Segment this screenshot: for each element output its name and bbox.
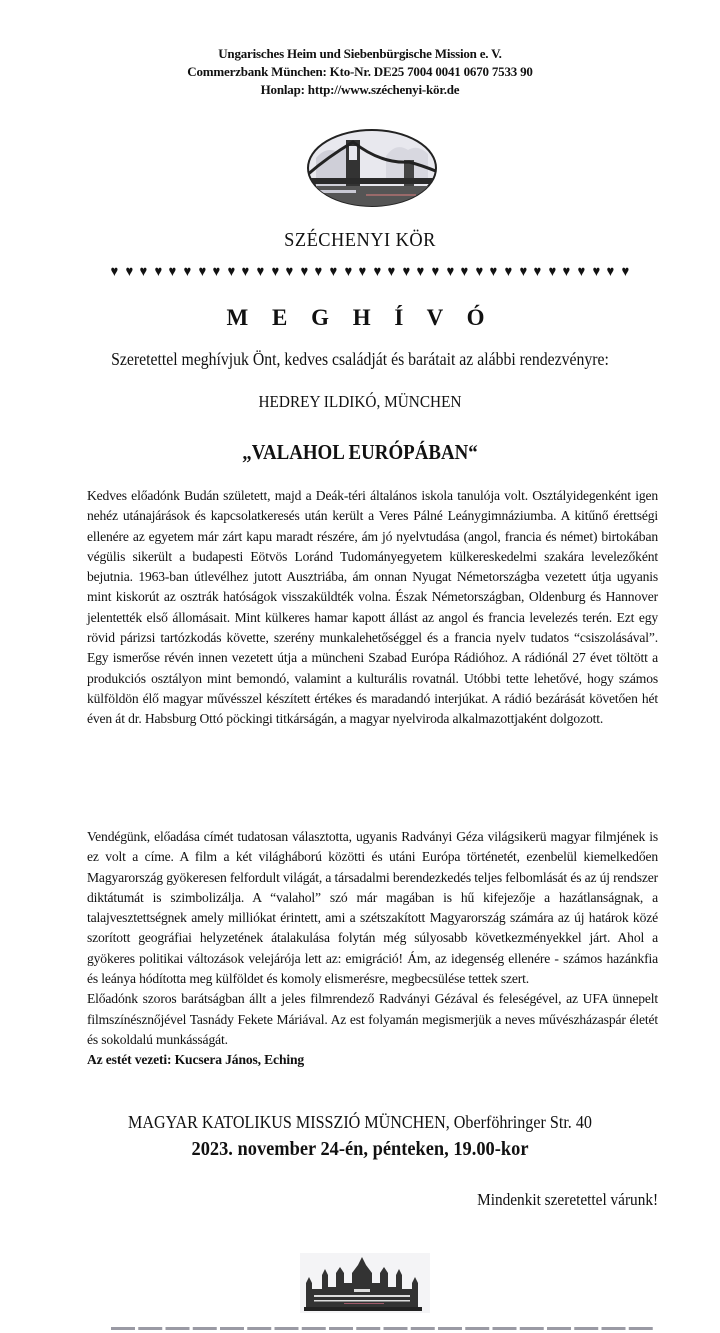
closing-line: Mindenkit szeretettel várunk! (477, 1190, 658, 1209)
border-segment (438, 1327, 462, 1330)
heart-icon: ♥ (475, 264, 484, 280)
heart-icon: ♥ (139, 264, 148, 280)
border-segment (166, 1327, 190, 1330)
border-segment (574, 1327, 598, 1330)
heart-icon: ♥ (548, 264, 557, 280)
invitation-intro: Szeretettel meghívjuk Önt, kedves családját és barátait az alábbi rendezvényre: (111, 349, 609, 369)
border-segment (465, 1327, 489, 1330)
paragraph-2: Vendégünk, előadása címét tudatosan választotta, ugyanis Radványi Géza világsikerü magyar filmjének is ez volt a címe. A film a két világháború közötti és utáni Európa történetét, ezenbelül kiemelkedően Magyarország gyökeresen felfordult világát, a társadalmi berendezkedés teljes felbomlását és az új rendszer diktátumát is szimbolizálja. A “valahol” szó már magában is hű kifejezője a hazátlanságnak, a talajvesztettségnek amely milliókat érintett, ami a szétszakított Magyarország számára az új határok közé szorított geográfiai helyzetének átalakulása folytán még súlyosabb következményekkel járt. Ahol a gyökeres politikai változások velejárója lett az: emigráció! Ám, az idegenség ellenére - számos hazánkfia és leánya hódította meg külföldet és komoly elismerésre, megbecsülése tettek szert. (87, 829, 658, 987)
heart-icon: ♥ (606, 264, 615, 280)
border-segment (138, 1327, 162, 1330)
chain-bridge-emblem-icon (306, 128, 438, 208)
heart-icon: ♥ (563, 264, 571, 280)
letterhead (0, 45, 720, 99)
heart-icon: ♥ (344, 264, 352, 280)
heart-icon: ♥ (212, 264, 221, 280)
heart-icon: ♥ (533, 264, 542, 280)
border-segment (629, 1327, 653, 1330)
heart-icon: ♥ (271, 264, 279, 280)
heart-icon: ♥ (519, 264, 527, 280)
border-segment (220, 1327, 244, 1330)
border-segment (275, 1327, 299, 1330)
heart-icon: ♥ (358, 264, 367, 280)
heart-icon: ♥ (417, 264, 425, 280)
organization-name: Ungarisches Heim und Siebenbürgische Mission e. V. (218, 46, 502, 61)
speaker-biography (87, 486, 658, 730)
parliament-emblem-icon (300, 1253, 430, 1313)
heart-icon: ♥ (387, 264, 396, 280)
heart-icon: ♥ (256, 264, 265, 280)
border-segment (384, 1327, 408, 1330)
talk-description (87, 827, 658, 1071)
heart-icon: ♥ (169, 264, 177, 280)
border-segment (547, 1327, 571, 1330)
border-segment (111, 1327, 135, 1330)
border-segment (247, 1327, 271, 1330)
heart-icon: ♥ (490, 264, 498, 280)
event-date: 2023. november 24-én, pénteken, 19.00-kor (191, 1138, 529, 1160)
border-segment (329, 1327, 353, 1330)
bank-details: Commerzbank München: Kto-Nr. DE25 7004 0041 0670 7533 90 (187, 64, 533, 79)
invitation-title: M E G H Í V Ó (226, 305, 494, 330)
heart-icon: ♥ (592, 264, 600, 280)
talk-title: „VALAHOL EURÓPÁBAN“ (242, 440, 478, 464)
decorative-border-strip (110, 1326, 655, 1331)
host-line: Az estét vezeti: Kucsera János, Eching (87, 1052, 305, 1068)
border-segment (356, 1327, 380, 1330)
speaker-name: HEDREY ILDIKÓ, MÜNCHEN (258, 392, 462, 411)
website[interactable]: Honlap: http://www.széchenyi-kör.de (260, 82, 460, 97)
heart-icon: ♥ (285, 264, 294, 280)
heart-icon: ♥ (460, 264, 469, 280)
heart-icon: ♥ (314, 264, 323, 280)
heart-icon: ♥ (504, 264, 513, 280)
border-segment (411, 1327, 435, 1330)
border-segment (302, 1327, 326, 1330)
border-segment (193, 1327, 217, 1330)
heart-divider (110, 262, 630, 282)
heart-icon: ♥ (431, 264, 440, 280)
heart-icon: ♥ (125, 264, 133, 280)
heart-icon: ♥ (300, 264, 308, 280)
heart-icon: ♥ (183, 264, 192, 280)
club-name: SZÉCHENYI KÖR (284, 229, 436, 251)
heart-icon: ♥ (402, 264, 411, 280)
border-segment (602, 1327, 626, 1330)
border-segment (520, 1327, 544, 1330)
border-segment (493, 1327, 517, 1330)
heart-icon: ♥ (577, 264, 586, 280)
paragraph-1: Kedves előadónk Budán született, majd a Deák-téri általános iskola tanulója volt. Osztályidegenként igen nehéz utánajárások és kapcsolatkeresés után került a Veres Pálné Leánygimnáziumba. A kitűnő érettségi ellenére az egyetem már zárt kapu maradt részére, ám jó nyelvtudása (angol, francia és német) birtokában végülis sikerült a budapesti Eötvös Loránd Tudományegyetem külkereskedelmi szakára levelezőként bejutnia. 1963-ban útlevélhez jutott Ausztriába, ám onnan Nyugat Németországba vezetett útja ugyanis mint kiskorút az osztrák hatóságok visszaküldték volna. Észak Németországban, Oldenburg és Hannover jelentették első állomásait. Mint külkeres hamar kapott állást az angol és francia levelezés terén. Ezt egy rövid párizsi tartózkodás követte, szerény munkalehetőséggel és a francia nyelv tudatos “csiszolásával”. Egy ismerőse révén innen vezetett útja a müncheni Szabad Európa Rádióhoz. A rádiónál 27 évet töltött a produkciós osztályon mint bemondó, valamint a kulturális rovatnál. Utóbbi tette lehetővé, hogy számos külföldön élő magyar művésszel készített értékes és maradandó interjúkat. A rádió bezárását követően hét éven át dr. Habsburg Ottó pöckingi titkárságán, a magyar nyelviroda alkalmazottjaként dolgozott. (87, 488, 658, 727)
heart-icon: ♥ (227, 264, 235, 280)
paragraph-3: Előadónk szoros barátságban állt a jeles filmrendező Radványi Gézával és feleségével, az UFA ünnepelt filmszínésznőjével Tasnády Fekete Máriával. Az est folyamán megismerjük a neves művészházaspár életét és sokoldalú munkásságát. (87, 991, 658, 1047)
heart-icon: ♥ (154, 264, 163, 280)
heart-icon: ♥ (373, 264, 381, 280)
heart-icon: ♥ (446, 264, 454, 280)
event-venue: MAGYAR KATOLIKUS MISSZIÓ MÜNCHEN, Oberföhringer Str. 40 (128, 1112, 592, 1132)
heart-icon: ♥ (110, 264, 119, 280)
heart-icon: ♥ (329, 264, 338, 280)
heart-icon: ♥ (621, 264, 630, 280)
heart-icon: ♥ (242, 264, 250, 280)
heart-icon: ♥ (198, 264, 206, 280)
